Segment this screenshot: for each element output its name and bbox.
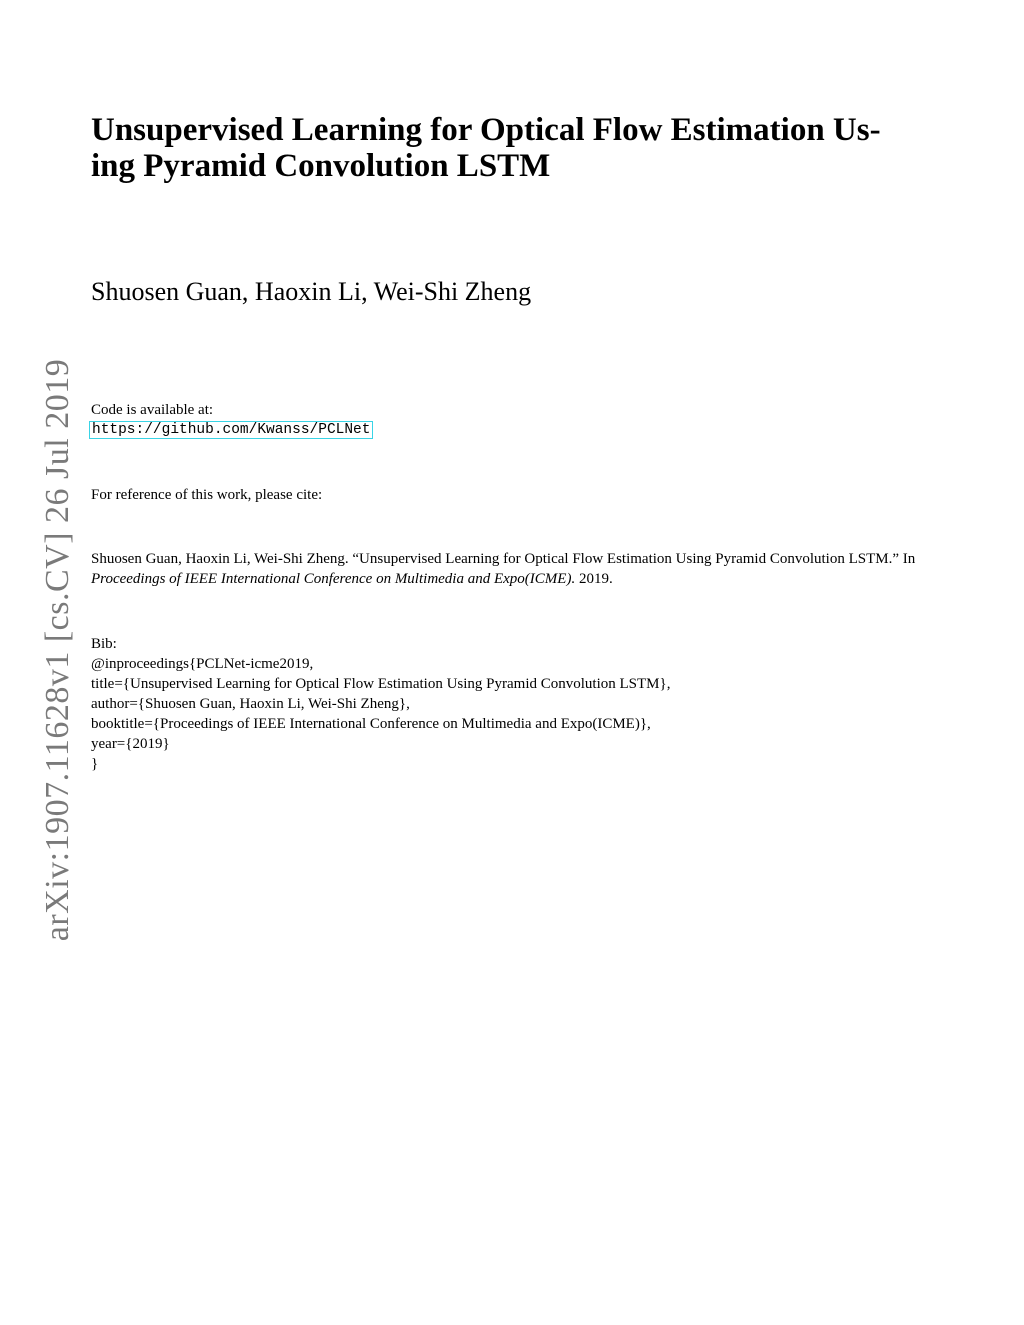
paper-content [91, 112, 951, 774]
author-list: Shuosen Guan, Haoxin Li, Wei-Shi Zheng [91, 277, 532, 306]
bibtex-block [91, 634, 951, 774]
citation-year: 2019. [575, 571, 613, 587]
bibtex-line-booktitle: booktitle={Proceedings of IEEE International Conference on Multimedia and Expo(ICME)}, [91, 716, 651, 732]
citation-text [91, 549, 946, 589]
code-availability-label: Code is available at: [91, 402, 214, 418]
bibtex-line-close: } [91, 756, 99, 772]
bibtex-line-entry: @inproceedings{PCLNet-icme2019, [91, 656, 314, 672]
bibtex-line-title: title={Unsupervised Learning for Optical Flow Estimation Using Pyramid Convolution LSTM}, [91, 676, 671, 692]
paper-title-line-2: ing Pyramid Convolution LSTM [91, 148, 551, 184]
arxiv-identifier-stamp: arXiv:1907.11628v1 [cs.CV] 26 Jul 2019 [39, 358, 76, 942]
code-repository-link[interactable]: https://github.com/Kwanss/PCLNet [89, 421, 373, 439]
citation-prompt: For reference of this work, please cite: [91, 487, 323, 503]
citation-venue: Proceedings of IEEE International Conference on Multimedia and Expo(ICME). [91, 571, 576, 587]
paper-title [91, 112, 941, 184]
bibtex-line-year: year={2019} [91, 736, 170, 752]
paper-title-line-1: Unsupervised Learning for Optical Flow Estimation Us- [91, 112, 881, 148]
citation-prefix: Shuosen Guan, Haoxin Li, Wei-Shi Zheng. “Unsupervised Learning for Optical Flow Estimation Using Pyramid Convolution LSTM.” In [91, 551, 916, 567]
bibtex-line-author: author={Shuosen Guan, Haoxin Li, Wei-Shi Zheng}, [91, 696, 410, 712]
bibtex-label: Bib: [91, 636, 117, 652]
